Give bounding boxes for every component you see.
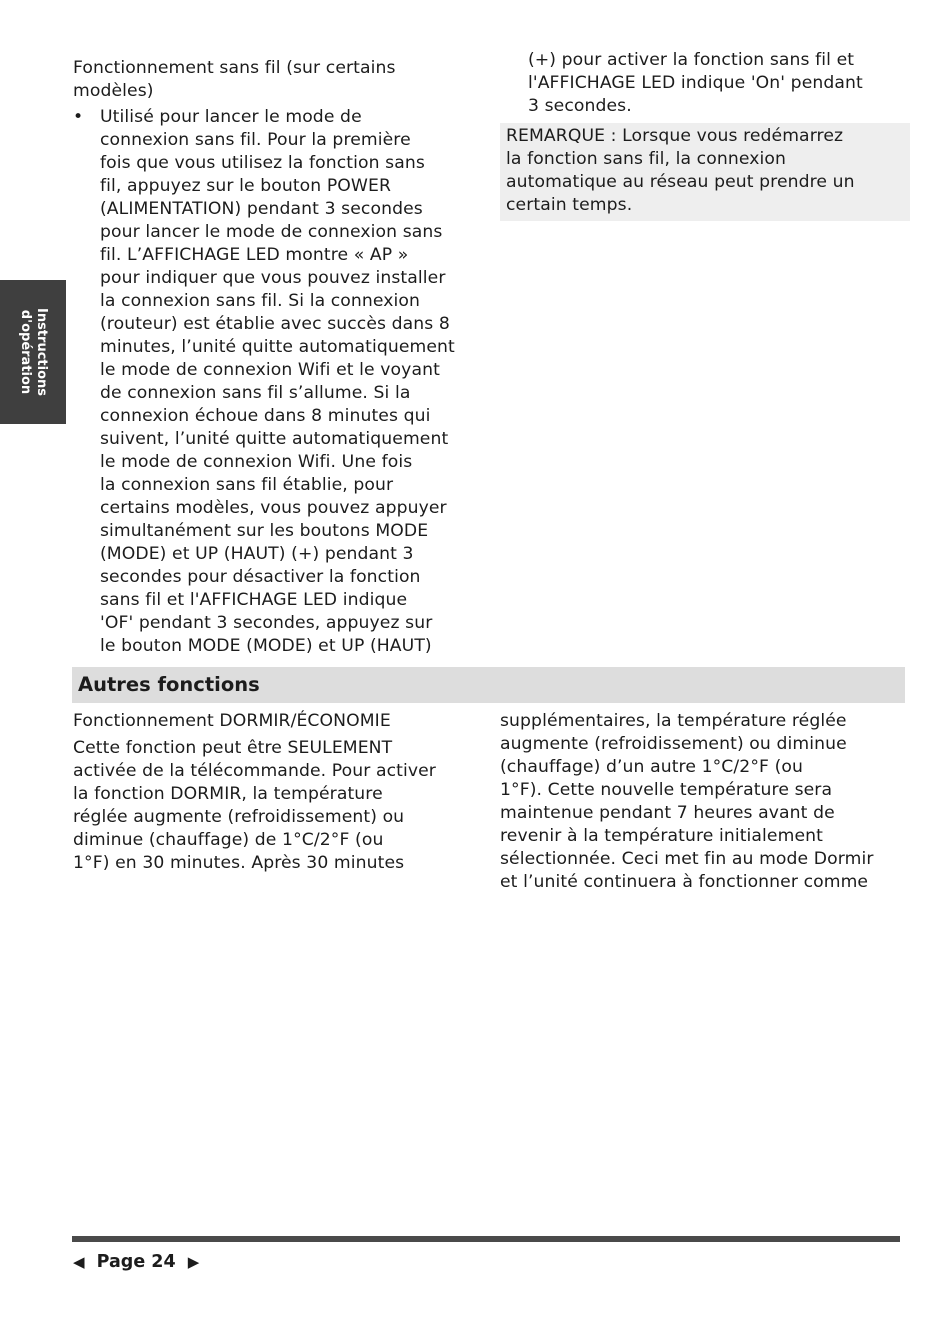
sleep-mode-continuation: supplémentaires, la température réglée augmente (refroidissement) ou diminue (chauffage) d’un autre 1°C/2°F (ou 1°F). Cette nouvelle température sera maintenue pendant 7 heures avant de revenir à la température initialement sélectionnée. Ceci met fin au mode Dormir et l’unité continuera à fonctionner comme xyxy=(500,711,874,892)
page-number: Page 24 xyxy=(96,1252,176,1272)
wireless-heading: Fonctionnement sans fil (sur certains modèles) xyxy=(73,58,396,101)
bullet-icon: • xyxy=(73,107,84,127)
left-column-top xyxy=(73,57,493,658)
right-column-bottom xyxy=(500,710,910,894)
note-box xyxy=(500,123,910,221)
next-page-arrow-icon: ▶ xyxy=(187,1253,200,1271)
section-header-bar xyxy=(72,667,905,703)
side-tab-line-2: d'opération xyxy=(18,309,33,395)
side-tab-label xyxy=(17,308,49,396)
prev-page-arrow-icon: ◀ xyxy=(73,1253,85,1271)
sleep-mode-paragraph: Cette fonction peut être SEULEMENT activée de la télécommande. Pour activer la fonction DORMIR, la température réglée augmente (refroidissement) ou diminue (chauffage) de 1°C/2°F (ou 1°F) en 30 minutes. Après 30 minutes xyxy=(73,738,436,873)
section-title: Autres fonctions xyxy=(78,673,260,696)
left-column-bottom xyxy=(73,710,493,875)
wireless-bullet-text: Utilisé pour lancer le mode de connexion sans fil. Pour la première fois que vous utilisez la fonction sans fil, appuyez sur le bouton POWER (ALIMENTATION) pendant 3 secondes pour lancer le mode de connexion sans fil. L’AFFICHAGE LED montre « AP » pour indiquer que vous pouvez installer la connexion sans fil. Si la connexion (routeur) est établie avec succès dans 8 minutes, l’unité quitte automatiquement le mode de connexion Wifi et le voyant de connexion sans fil s’allume. Si la connexion échoue dans 8 minutes qui suivent, l’unité quitte automatiquement le mode de connexion Wifi. Une fois la connexion sans fil établie, pour certains modèles, vous pouvez appuyer simultanément sur les boutons MODE (MODE) et UP (HAUT) (+) pendant 3 secondes pour désactiver la fonction sans fil et l'AFFICHAGE LED indique 'OF' pendant 3 secondes, appuyez sur le bouton MODE (MODE) et UP (HAUT) xyxy=(100,107,455,656)
sleep-mode-heading: Fonctionnement DORMIR/ÉCONOMIE xyxy=(73,711,391,731)
side-tab-line-1: Instructions xyxy=(34,307,49,397)
right-column-top xyxy=(500,49,910,221)
side-tab xyxy=(0,280,66,424)
note-text: REMARQUE : Lorsque vous redémarrez la fonction sans fil, la connexion automatique au réseau peut prendre un certain temps. xyxy=(506,126,855,215)
footer-divider xyxy=(72,1236,900,1242)
wireless-continuation-text: (+) pour activer la fonction sans fil et l'AFFICHAGE LED indique 'On' pendant 3 secondes. xyxy=(528,50,863,116)
page-footer xyxy=(73,1251,199,1273)
wireless-bullet-item xyxy=(73,106,493,658)
